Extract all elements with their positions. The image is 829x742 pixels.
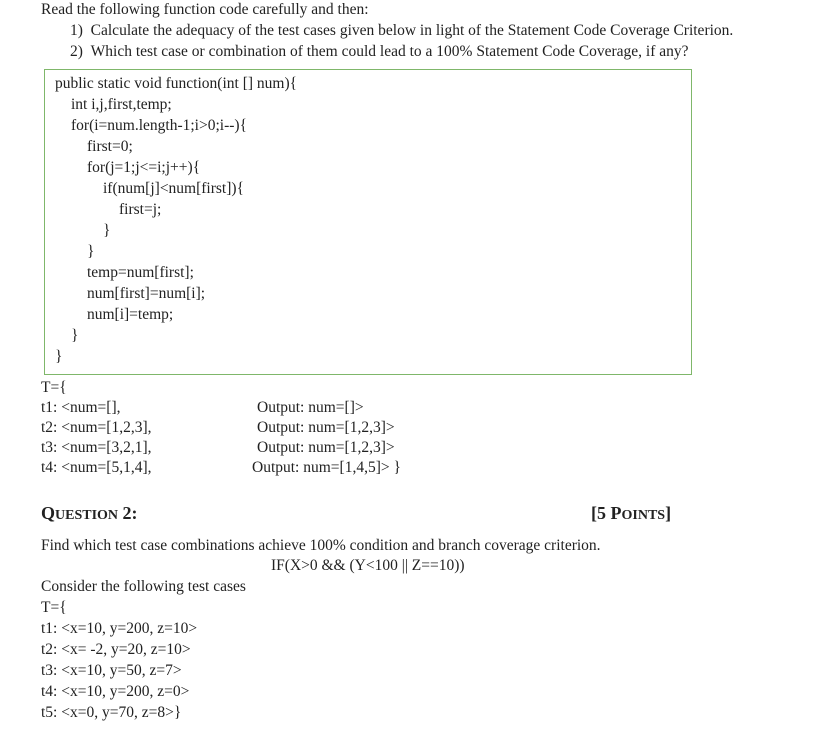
- q2-test-3: t3: <x=10, y=50, z=7>: [41, 662, 182, 679]
- q1-test-input-4: t4: <num=[5,1,4],: [41, 459, 152, 476]
- q1-test-output-4: Output: num=[1,4,5]> }: [252, 459, 401, 476]
- code-line-2: int i,j,first,temp;: [71, 96, 172, 113]
- code-line-14: }: [55, 348, 63, 365]
- code-line-8: }: [103, 222, 111, 239]
- instruction-item-2: 2) Which test case or combination of them could lead to a 100% Statement Code Coverage, if any?: [70, 43, 689, 60]
- question-2-consider: Consider the following test cases: [41, 578, 246, 595]
- q1-test-input-1: t1: <num=[],: [41, 399, 121, 416]
- question-2-title: QUESTION 2:: [41, 503, 138, 523]
- code-line-6: if(num[j]<num[first]){: [103, 180, 245, 197]
- question-2-prompt: Find which test case combinations achieve 100% condition and branch coverage criterion.: [41, 537, 601, 554]
- code-line-11: num[first]=num[i];: [87, 285, 206, 302]
- question-2-points: [5 POINTS]: [591, 503, 672, 523]
- q1-test-output-2: Output: num=[1,2,3]>: [257, 419, 395, 436]
- code-line-10: temp=num[first];: [87, 264, 194, 281]
- code-line-1: public static void function(int [] num){: [55, 75, 298, 92]
- q1-test-output-1: Output: num=[]>: [257, 399, 364, 416]
- q1-test-input-2: t2: <num=[1,2,3],: [41, 419, 152, 436]
- instruction-item-1: 1) Calculate the adequacy of the test cases given below in light of the Statement Code Coverage Criterion.: [70, 22, 734, 39]
- intro-text: Read the following function code carefully and then:: [41, 1, 369, 18]
- question-2-condition: IF(X>0 && (Y<100 || Z==10)): [271, 557, 465, 574]
- code-line-5: for(j=1;j<=i;j++){: [87, 159, 201, 176]
- code-line-3: for(i=num.length-1;i>0;i--){: [71, 117, 248, 134]
- q2-test-5: t5: <x=0, y=70, z=8>}: [41, 704, 182, 721]
- q2-test-2: t2: <x= -2, y=20, z=10>: [41, 641, 191, 658]
- q1-test-input-3: t3: <num=[3,2,1],: [41, 439, 152, 456]
- q1-test-output-3: Output: num=[1,2,3]>: [257, 439, 395, 456]
- q2-test-1: t1: <x=10, y=200, z=10>: [41, 620, 198, 637]
- code-line-4: first=0;: [87, 138, 133, 155]
- q2-test-4: t4: <x=10, y=200, z=0>: [41, 683, 190, 700]
- q2-tests-open: T={: [41, 599, 67, 616]
- code-line-9: }: [87, 243, 95, 260]
- code-line-13: }: [71, 327, 79, 344]
- code-line-12: num[i]=temp;: [87, 306, 174, 323]
- q1-tests-open: T={: [41, 379, 67, 396]
- code-line-7: first=j;: [119, 201, 162, 218]
